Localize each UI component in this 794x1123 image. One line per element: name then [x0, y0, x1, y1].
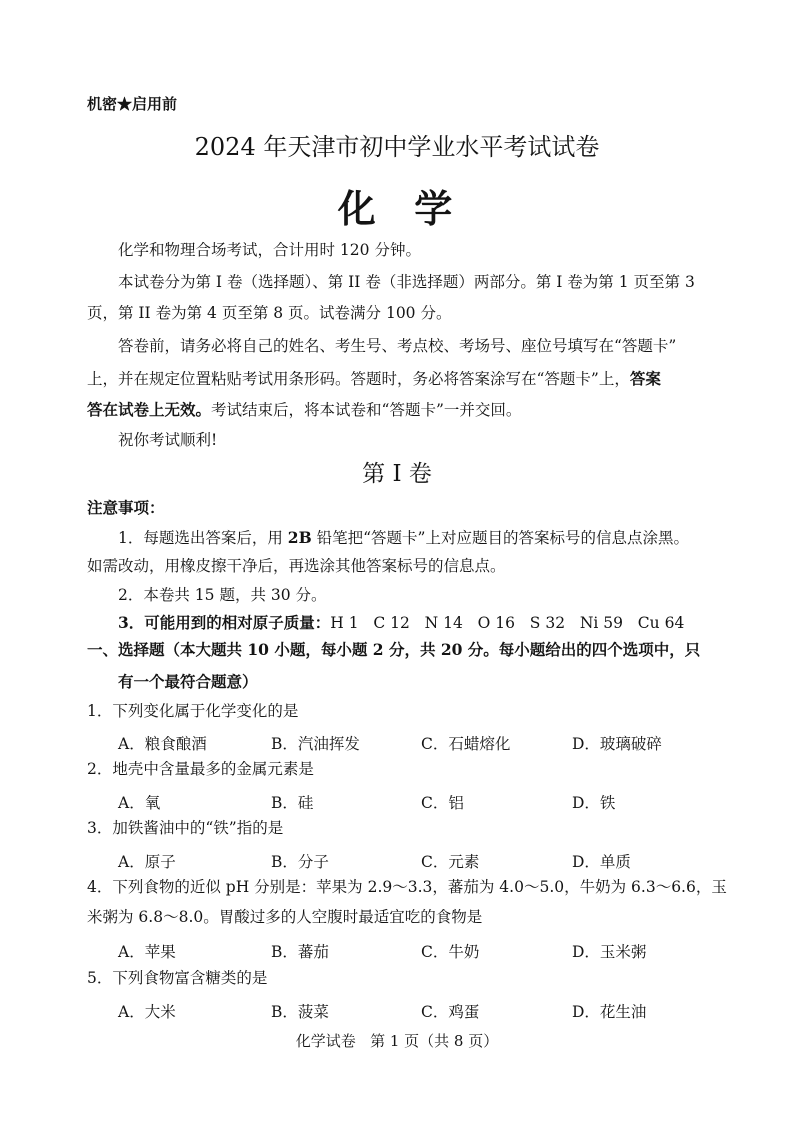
page-footer: 化学试卷 第 1 页（共 8 页）: [295, 1032, 499, 1050]
question-1-option-a[interactable]: A．粮食酿酒: [118, 735, 207, 753]
question-1-option-b[interactable]: B．汽油挥发: [271, 735, 360, 753]
question-4-stem-cont: 米粥为 6.8～8.0。胃酸过多的人空腹时最适宜吃的食物是: [87, 908, 483, 926]
note-1-post: 铅笔把“答题卡”上对应题目的答案标号的信息点涂黑。: [311, 529, 689, 547]
intro-line-6-text: 考试结束后，将本试卷和“答题卡”一并交回。: [211, 401, 522, 419]
intro-wish: 祝你考试顺利!: [118, 431, 218, 449]
intro-line-1: 化学和物理合场考试，合计用时 120 分钟。: [118, 241, 421, 259]
question-5-option-d[interactable]: D．花生油: [572, 1003, 647, 1021]
note-2: 2．本卷共 15 题，共 30 分。: [118, 586, 327, 604]
note-3: [118, 615, 684, 632]
question-5-option-b[interactable]: B．菠菜: [271, 1003, 329, 1021]
section-heading-line-2: 有一个最符合题意）: [118, 672, 258, 691]
question-4-option-a[interactable]: A．苹果: [118, 943, 176, 961]
intro-line-2: 本试卷分为第 I 卷（选择题）、第 II 卷（非选择题）两部分。第 I 卷为第 1 页至第 3: [118, 273, 695, 291]
question-3-option-d[interactable]: D．单质: [572, 853, 631, 871]
question-1-stem: 1．下列变化属于化学变化的是: [87, 702, 299, 720]
question-3-option-a[interactable]: A．原子: [118, 853, 176, 871]
question-4-stem: 4．下列食物的近似 pH 分别是：苹果为 2.9～3.3，蕃茄为 4.0～5.0，牛奶为 6.3～6.6，玉: [87, 878, 727, 896]
note-1-pre: 1．每题选出答案后，用: [118, 529, 288, 547]
intro-line-3: 页，第 II 卷为第 4 页至第 8 页。试卷满分 100 分。: [87, 304, 452, 322]
question-3-stem: 3．加铁酱油中的“铁”指的是: [87, 819, 284, 837]
question-3-option-b[interactable]: B．分子: [271, 853, 329, 871]
question-1-option-d[interactable]: D．玻璃破碎: [572, 735, 662, 753]
intro-line-5: [87, 371, 661, 388]
part-title: 第 I 卷: [362, 461, 432, 487]
note-3-label: 3．可能用到的相对原子质量：: [118, 613, 331, 632]
question-5-stem: 5．下列食物富含糖类的是: [87, 969, 268, 987]
question-4-option-c[interactable]: C．牛奶: [421, 943, 480, 961]
question-5-option-a[interactable]: A．大米: [118, 1003, 176, 1021]
note-1-bold: 2B: [287, 528, 312, 547]
section-heading-line-1: 一、选择题（本大题共 10 小题，每小题 2 分，共 20 分。每小题给出的四个选项中，只: [87, 640, 701, 659]
note-3-masses: H 1 C 12 N 14 O 16 S 32 Ni 59 Cu 64: [330, 614, 685, 632]
question-4-option-d[interactable]: D．玉米粥: [572, 943, 647, 961]
intro-line-6: [87, 402, 521, 419]
exam-title: 2024 年天津市初中学业水平考试试卷: [194, 133, 600, 161]
question-5-option-c[interactable]: C．鸡蛋: [421, 1003, 480, 1021]
intro-line-4: 答卷前，请务必将自己的姓名、考生号、考点校、考场号、座位号填写在“答题卡”: [118, 337, 677, 355]
intro-bold-answer: 答案: [629, 369, 661, 388]
question-1-option-c[interactable]: C．石蜡熔化: [421, 735, 511, 753]
question-2-option-b[interactable]: B．硅: [271, 794, 314, 812]
intro-bold-invalid: 答在试卷上无效。: [87, 400, 212, 419]
intro-line-5-text: 上，并在规定位置粘贴考试用条形码。答题时，务必将答案涂写在“答题卡”上，: [87, 370, 630, 388]
question-3-option-c[interactable]: C．元素: [421, 853, 480, 871]
question-2-option-d[interactable]: D．铁: [572, 794, 616, 812]
note-1: [118, 530, 689, 547]
question-2-stem: 2．地壳中含量最多的金属元素是: [87, 760, 314, 778]
question-2-option-c[interactable]: C．铝: [421, 794, 464, 812]
confidential-label: 机密★启用前: [87, 95, 178, 113]
subject-title: 化 学: [337, 186, 457, 231]
notes-title: 注意事项：: [87, 498, 165, 517]
note-1-cont: 如需改动，用橡皮擦干净后，再选涂其他答案标号的信息点。: [87, 557, 506, 575]
question-4-option-b[interactable]: B．蕃茄: [271, 943, 329, 961]
question-2-option-a[interactable]: A．氧: [118, 794, 161, 812]
